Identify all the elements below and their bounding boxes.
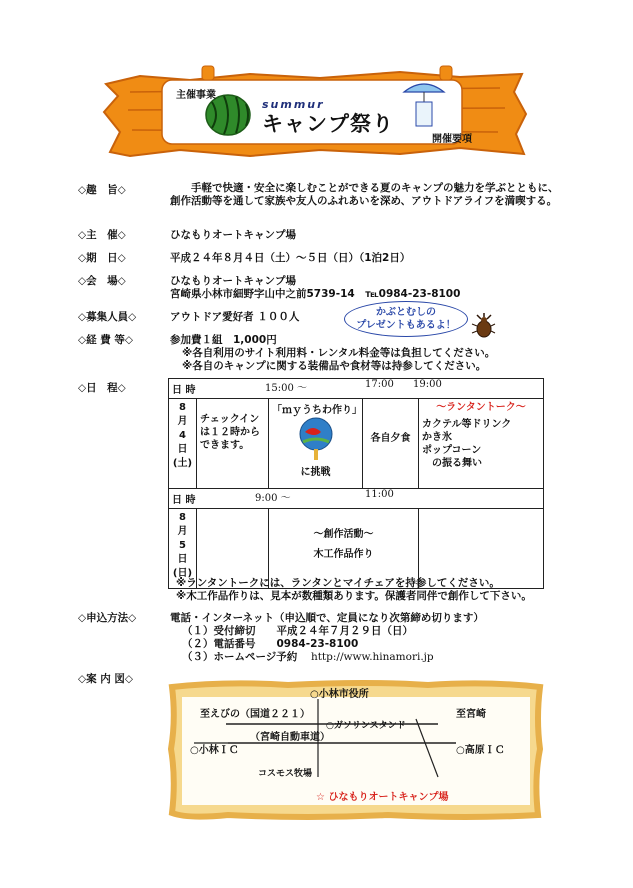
summur-label: summur [262,98,325,111]
guide-label: 開催要項 [432,134,472,145]
lantern-item-serve: の振る舞い [422,458,482,469]
craft-text: 木工作品作り [313,549,374,560]
cost-value: 参加費１組 1,000円 [170,334,277,346]
cost-label: ◇経 費 等◇ [78,334,133,346]
homepage-url[interactable]: http://www.hinamori.jp [310,651,434,663]
dinner-text: 各自夕食 [370,433,411,444]
map-to-ebino: 至えびの（国道２２１） [200,709,310,720]
cost-note-1: ※各自利用のサイト利用料・レンタル料金等は負担してください。 [182,347,496,359]
sponsor-label: 主催事業 [176,90,216,101]
day1-header-row [169,379,544,399]
beetle-icon [470,313,496,339]
uchiwa-sub: に挑戦 [300,467,331,478]
recruit-label: ◇募集人員◇ [78,311,137,323]
map-campsite: ☆ ひなもりオートキャンプ場 [316,792,449,803]
cost-note-2: ※各自のキャンプに関する装備品や食材等は持参してください。 [182,360,487,372]
bubble-line1: かぶとむしの [376,307,436,318]
apply-line1: （１）受付締切 平成２４年７月２９日（日） [182,625,413,637]
purpose-label: ◇趣 旨◇ [78,184,126,196]
period-label: ◇期 日◇ [78,252,126,264]
venue-label: ◇会 場◇ [78,275,126,287]
schedule-table [168,378,544,589]
uchiwa-fan-icon [291,416,341,460]
lantern-cell [419,399,544,489]
map-cosmos-farm: コスモス牧場 [258,769,313,779]
watermelon-icon [206,95,250,135]
map-expressway: （宮崎自動車道） [250,732,330,743]
organizer-value: ひなもりオートキャンプ場 [170,229,296,241]
apply-line3-label: （３）ホームページ予約 [182,651,298,663]
recruit-value: アウトドア愛好者 １００人 [170,311,300,323]
day1-time-1900: 19:00 [413,379,442,390]
map-takaharu-ic: ○高原ＩＣ [456,745,505,756]
map-kobayashi-ic: ○小林ＩＣ [190,745,239,756]
apply-label: ◇申込方法◇ [78,612,137,624]
lantern-title: ～ランタントーク～ [436,402,526,413]
lantern-item-drink: カクテル等ドリンク [422,419,512,430]
schedule-note-1: ※ランタントークには、ランタンとマイチェアを持参してください。 [176,577,500,589]
apply-line0: 電話・インターネット（申込順で、定員になり次第締め切ります） [170,612,484,624]
map-city-hall: ○小林市役所 [310,689,369,700]
apply-line2: （２）電話番号 0984-23-8100 [182,638,359,650]
uchiwa-cell [269,399,363,489]
beetle-present-bubble [344,301,468,337]
venue-name: ひなもりオートキャンプ場 [170,275,296,287]
day2-time-1100: 11:00 [365,489,394,500]
dinner-cell [363,399,419,489]
apply-line3 [182,649,434,664]
map-to-miyazaki: 至宮崎 [456,709,486,720]
map-gas-station: ○ガソリンスタンド [326,721,406,731]
time-header-2: 日 時 [172,495,196,506]
day1-date: 8 月 4 日 (土) [169,399,197,489]
craft-title: ～創作活動～ [313,529,374,540]
lantern-item-ice: かき氷 [422,432,452,443]
day2-time-0900: 9:00 ～ [255,493,291,504]
time-header: 日 時 [172,385,196,396]
map-label: ◇案 内 図◇ [78,673,133,685]
day1-time-1700: 17:00 [365,379,394,390]
schedule-label: ◇日 程◇ [78,382,126,394]
venue-address: 宮崎県小林市細野字山中之前5739-14 ℡0984-23-8100 [170,288,461,300]
uchiwa-title: 「ｍｙうちわ作り」 [272,405,362,416]
checkin-text: チェックインは１２時からできます。 [200,414,260,451]
lantern-item-popcorn: ポップコーン [422,445,482,456]
purpose-text: 手軽で快適・安全に楽しむことができる夏のキャンプの魅力を学ぶとともに、創作活動等を通して家族や友人のふれあいを深め、アウトドアライフを満喫する。 [170,182,559,207]
schedule-note-2: ※木工作品作りは、見本が数種類あります。保護者同伴で創作して下さい。 [176,590,532,602]
day2-date: 8 月 5 日 (日) [169,509,197,589]
day2-header-row [169,489,544,509]
organizer-label: ◇主 催◇ [78,229,126,241]
bubble-line2: プレゼントもあるよ！ [356,320,456,331]
event-title: キャンプ祭り [262,112,394,136]
day1-time-1500: 15:00 ～ [265,383,307,394]
checkin-cell [197,399,269,489]
period-value: 平成２４年８月４日（土）～５日（日）（1泊2日） [170,252,411,264]
